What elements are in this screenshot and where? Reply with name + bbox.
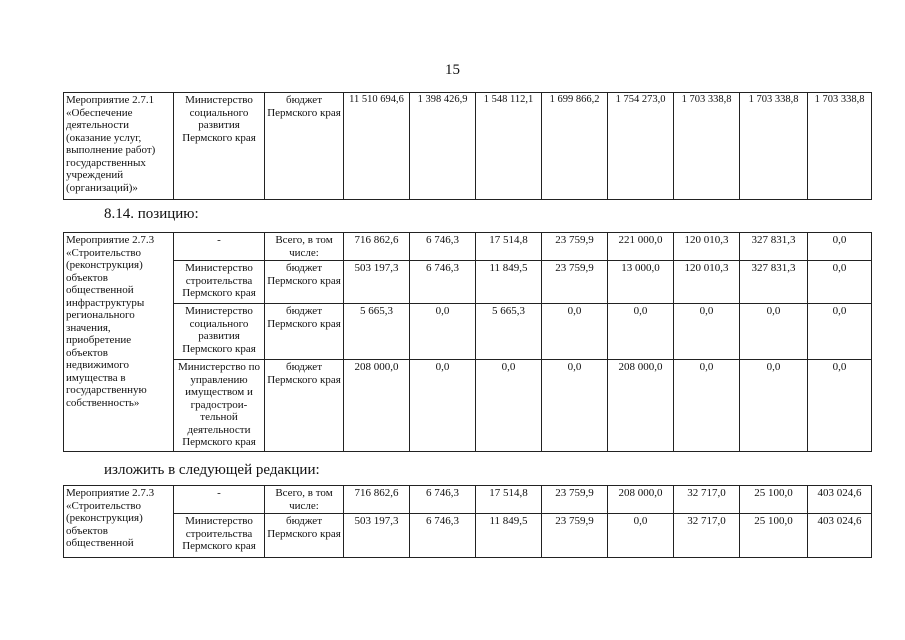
value-cell: 221 000,0 (608, 233, 674, 261)
executor: Министерство социального развития Пермского края (174, 93, 265, 200)
value-cell: 1 548 112,1 (476, 93, 542, 200)
value-cell: 120 010,3 (674, 233, 740, 261)
value-cell: 0,0 (808, 304, 872, 360)
value-cell: 25 100,0 (740, 514, 808, 558)
value-cell: 6 746,3 (410, 514, 476, 558)
measure-name: Мероприятие 2.7.3 «Строительство (реконструкция) объектов общественной (64, 486, 174, 558)
value-cell: 327 831,3 (740, 261, 808, 304)
value-cell: 0,0 (410, 304, 476, 360)
value-cell: 25 100,0 (740, 486, 808, 514)
value-cell: 0,0 (740, 360, 808, 452)
measure-name: Мероприятие 2.7.1 «Обеспечение деятельности (оказание услуг, выполнение работ) государственных учреждений (организаций)» (64, 93, 174, 200)
table-row (64, 486, 872, 514)
value-cell: 0,0 (808, 233, 872, 261)
table-measure-2-7-3-new (63, 485, 872, 558)
value-cell: 0,0 (542, 360, 608, 452)
value-cell: 716 862,6 (344, 486, 410, 514)
value-cell: 0,0 (608, 514, 674, 558)
executor: - (174, 233, 265, 261)
page-number: 15 (445, 62, 460, 78)
value-cell: 1 703 338,8 (740, 93, 808, 200)
value-cell: 0,0 (740, 304, 808, 360)
funding-source: бюджет Пермского края (265, 514, 344, 558)
value-cell: 0,0 (674, 360, 740, 452)
value-cell: 1 754 273,0 (608, 93, 674, 200)
value-cell: 0,0 (808, 261, 872, 304)
value-cell: 120 010,3 (674, 261, 740, 304)
value-cell: 208 000,0 (608, 360, 674, 452)
funding-source: бюджет Пермского края (265, 261, 344, 304)
table-row (64, 304, 872, 360)
table-row (64, 93, 872, 200)
measure-name: Мероприятие 2.7.3 «Строительство (реконструкция) объектов общественной инфраструктуры регионального значения, приобретение объектов недвижимого имущества в государственную собственность» (64, 233, 174, 452)
executor: Министерство строительства Пермского края (174, 261, 265, 304)
executor: Министерство социального развития Пермского края (174, 304, 265, 360)
value-cell: 23 759,9 (542, 261, 608, 304)
table-measure-2-7-1 (63, 92, 872, 200)
value-cell: 503 197,3 (344, 514, 410, 558)
value-cell: 208 000,0 (344, 360, 410, 452)
value-cell: 0,0 (542, 304, 608, 360)
caption-new-edition: изложить в следующей редакции: (104, 462, 320, 478)
executor: - (174, 486, 265, 514)
executor: Министерство строительства Пермского края (174, 514, 265, 558)
value-cell: 17 514,8 (476, 233, 542, 261)
value-cell: 23 759,9 (542, 486, 608, 514)
value-cell: 0,0 (410, 360, 476, 452)
table-row (64, 514, 872, 558)
funding-source: бюджет Пермского края (265, 93, 344, 200)
value-cell: 23 759,9 (542, 514, 608, 558)
value-cell: 5 665,3 (476, 304, 542, 360)
value-cell: 1 699 866,2 (542, 93, 608, 200)
value-cell: 11 849,5 (476, 514, 542, 558)
value-cell: 503 197,3 (344, 261, 410, 304)
value-cell: 13 000,0 (608, 261, 674, 304)
value-cell: 11 849,5 (476, 261, 542, 304)
value-cell: 208 000,0 (608, 486, 674, 514)
value-cell: 0,0 (476, 360, 542, 452)
table-measure-2-7-3-old (63, 232, 872, 452)
executor: Министерство по управлению имуществом и градострои-тельной деятельности Пермского края (174, 360, 265, 452)
value-cell: 6 746,3 (410, 261, 476, 304)
value-cell: 6 746,3 (410, 233, 476, 261)
value-cell: 403 024,6 (808, 486, 872, 514)
table-row (64, 360, 872, 452)
value-cell: 327 831,3 (740, 233, 808, 261)
value-cell: 6 746,3 (410, 486, 476, 514)
value-cell: 403 024,6 (808, 514, 872, 558)
funding-source: Всего, в том числе: (265, 486, 344, 514)
table-row (64, 261, 872, 304)
value-cell: 11 510 694,6 (344, 93, 410, 200)
value-cell: 32 717,0 (674, 486, 740, 514)
value-cell: 0,0 (808, 360, 872, 452)
value-cell: 716 862,6 (344, 233, 410, 261)
value-cell: 0,0 (608, 304, 674, 360)
table-row (64, 233, 872, 261)
funding-source: бюджет Пермского края (265, 304, 344, 360)
funding-source: бюджет Пермского края (265, 360, 344, 452)
caption-position: 8.14. позицию: (104, 206, 199, 222)
value-cell: 17 514,8 (476, 486, 542, 514)
value-cell: 1 703 338,8 (674, 93, 740, 200)
value-cell: 5 665,3 (344, 304, 410, 360)
value-cell: 0,0 (674, 304, 740, 360)
value-cell: 1 398 426,9 (410, 93, 476, 200)
value-cell: 32 717,0 (674, 514, 740, 558)
value-cell: 23 759,9 (542, 233, 608, 261)
value-cell: 1 703 338,8 (808, 93, 872, 200)
funding-source: Всего, в том числе: (265, 233, 344, 261)
